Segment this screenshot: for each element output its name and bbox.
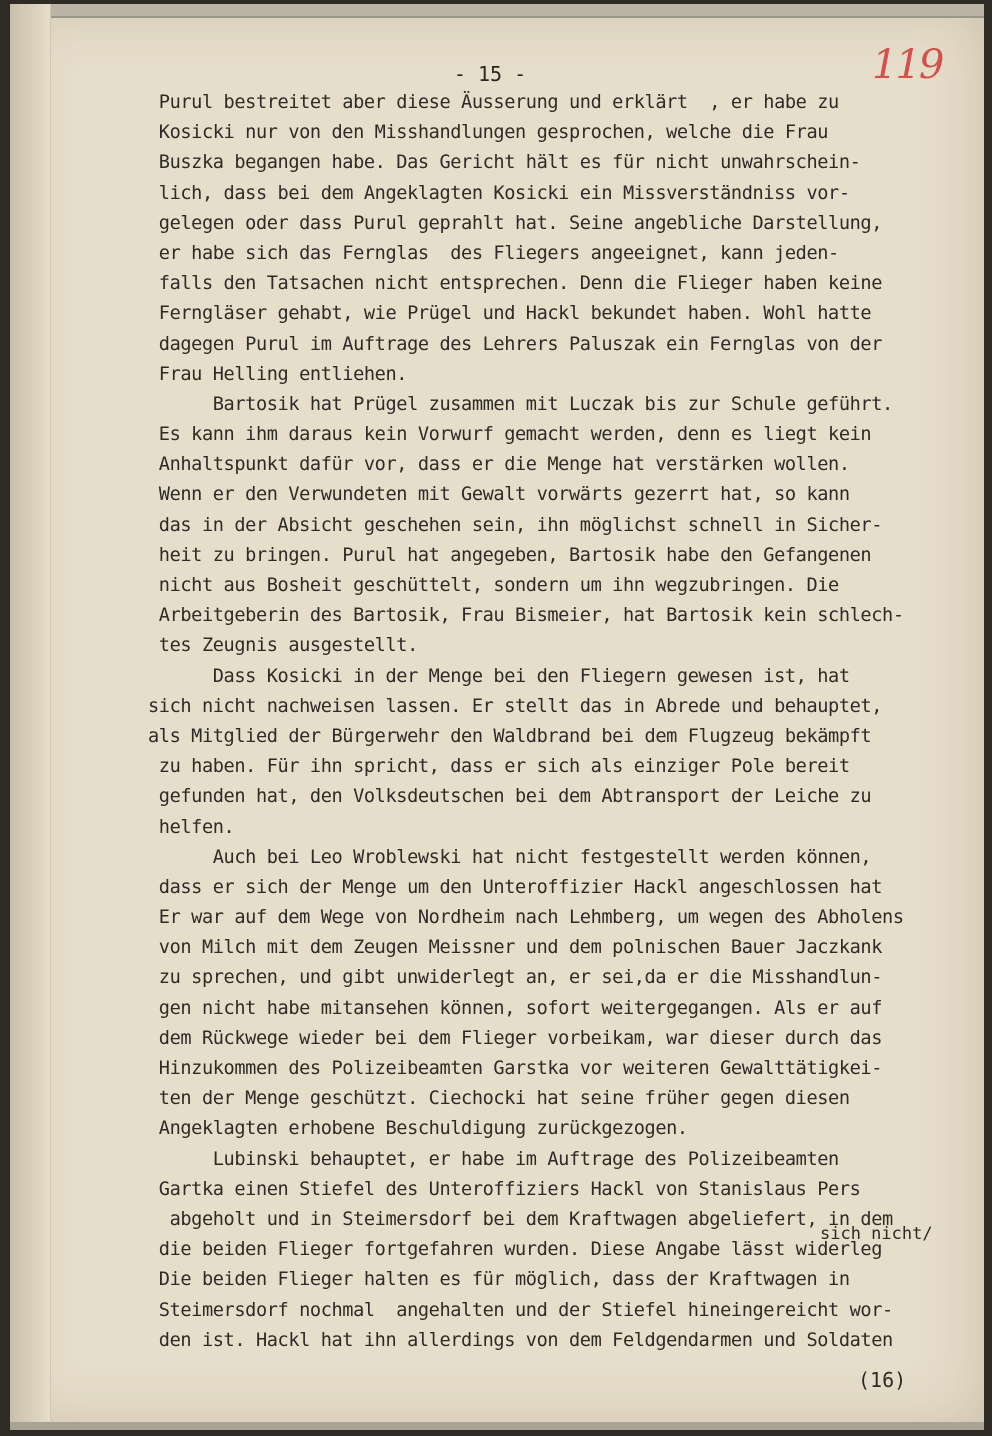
text-line: lich, dass bei dem Angeklagten Kosicki ein Missverständniss vor- [148, 182, 850, 204]
text-line: dagegen Purul im Auftrage des Lehrers Paluszak ein Fernglas von der [148, 333, 883, 355]
text-line: heit zu bringen. Purul hat angegeben, Bartosik habe den Gefangenen [148, 544, 872, 566]
text-line: er habe sich das Fernglas des Fliegers angeeignet, kann jeden- [148, 242, 839, 264]
text-line: helfen. [148, 816, 235, 838]
text-line: Wenn er den Verwundeten mit Gewalt vorwärts gezerrt hat, so kann [148, 484, 850, 506]
text-line: zu sprechen, und gibt unwiderlegt an, er sei,da er die Misshandlun- [148, 967, 883, 989]
text-line: gen nicht habe mitansehen können, sofort weitergegangen. Als er auf [148, 997, 883, 1019]
text-line: Frau Helling entliehen. [148, 363, 408, 385]
text-line: sich nicht nachweisen lassen. Er stellt das in Abrede und behauptet, [148, 695, 883, 717]
text-line: abgeholt und in Steimersdorf bei dem Kraftwagen abgeliefert, in dem [148, 1208, 893, 1230]
text-line: gelegen oder dass Purul geprahlt hat. Seine angebliche Darstellung, [148, 212, 883, 234]
text-line: Es kann ihm daraus kein Vorwurf gemacht werden, denn es liegt kein [148, 424, 872, 446]
text-line: Ferngläser gehabt, wie Prügel und Hackl bekundet haben. Wohl hatte [148, 303, 872, 325]
text-line: Gartka einen Stiefel des Unteroffiziers Hackl von Stanislaus Pers [148, 1178, 861, 1200]
text-line: Lubinski behauptet, er habe im Auftrage des Polizeibeamten [148, 1148, 839, 1170]
text-line: Steimersdorf nochmal angehalten und der Stiefel hineingereicht wor- [148, 1299, 893, 1321]
page-top-edge [10, 4, 984, 18]
text-line: Kosicki nur von den Misshandlungen gesprochen, welche die Frau [148, 122, 829, 144]
text-line: Angeklagten erhobene Beschuldigung zurückgezogen. [148, 1118, 688, 1140]
text-line: nicht aus Bosheit geschüttelt, sondern um ihn wegzubringen. Die [148, 575, 839, 596]
text-line: Er war auf dem Wege von Nordheim nach Lehmberg, um wegen des Abholens [148, 907, 904, 929]
handwritten-correction: sich nicht/ [820, 1224, 933, 1244]
text-line: zu haben. Für ihn spricht, dass er sich als einziger Pole bereit [148, 756, 850, 778]
text-line: den ist. Hackl hat ihn allerdings von dem Feldgendarmen und Soldaten [148, 1329, 893, 1351]
text-line: ten der Menge geschützt. Ciechocki hat seine früher gegen diesen [148, 1088, 850, 1110]
text-line: Hinzukommen des Polizeibeamten Garstka vor weiteren Gewalttätigkei- [148, 1058, 883, 1079]
text-line: dass er sich der Menge um den Unteroffizier Hackl angeschlossen hat [148, 876, 883, 898]
page-bottom-edge [10, 1422, 984, 1430]
text-line: Die beiden Flieger halten es für möglich, dass der Kraftwagen in [148, 1269, 850, 1291]
text-line: Auch bei Leo Wroblewski hat nicht festgestellt werden können, [148, 846, 872, 868]
text-line: Purul bestreitet aber diese Äusserung und erklärt , er habe zu [148, 92, 839, 113]
text-line: Bartosik hat Prügel zusammen mit Luczak bis zur Schule geführt. [148, 393, 893, 415]
folio-number: 119 [872, 42, 943, 88]
text-line: die beiden Flieger fortgefahren wurden. Diese Angabe lässt widerleg [148, 1239, 883, 1261]
text-line: Dass Kosicki in der Menge bei den Fliegern gewesen ist, hat [148, 665, 850, 687]
text-line: Anhaltspunkt dafür vor, dass er die Menge hat verstärken wollen. [148, 454, 850, 476]
text-line: von Milch mit dem Zeugen Meissner und dem polnischen Bauer Jaczkank [148, 937, 883, 959]
next-page-marker: (16) [858, 1368, 907, 1392]
text-line: tes Zeugnis ausgestellt. [148, 635, 418, 657]
typewritten-text [148, 88, 968, 1356]
text-line: gefunden hat, den Volksdeutschen bei dem Abtransport der Leiche zu [148, 786, 872, 808]
text-line: als Mitglied der Bürgerwehr den Waldbrand bei dem Flugzeug bekämpft [148, 725, 872, 747]
text-line: Arbeitgeberin des Bartosik, Frau Bismeier, hat Bartosik kein schlech- [148, 605, 904, 627]
text-line: das in der Absicht geschehen sein, ihn möglichst schnell in Sicher- [148, 514, 883, 536]
page-number: - 15 - [453, 62, 527, 86]
text-line: falls den Tatsachen nicht entsprechen. Denn die Flieger haben keine [148, 273, 883, 295]
text-line: dem Rückwege wieder bei dem Flieger vorbeikam, war dieser durch das [148, 1027, 883, 1049]
binding-strip [10, 4, 51, 1430]
text-line: Buszka begangen habe. Das Gericht hält es für nicht unwahrschein- [148, 152, 861, 174]
